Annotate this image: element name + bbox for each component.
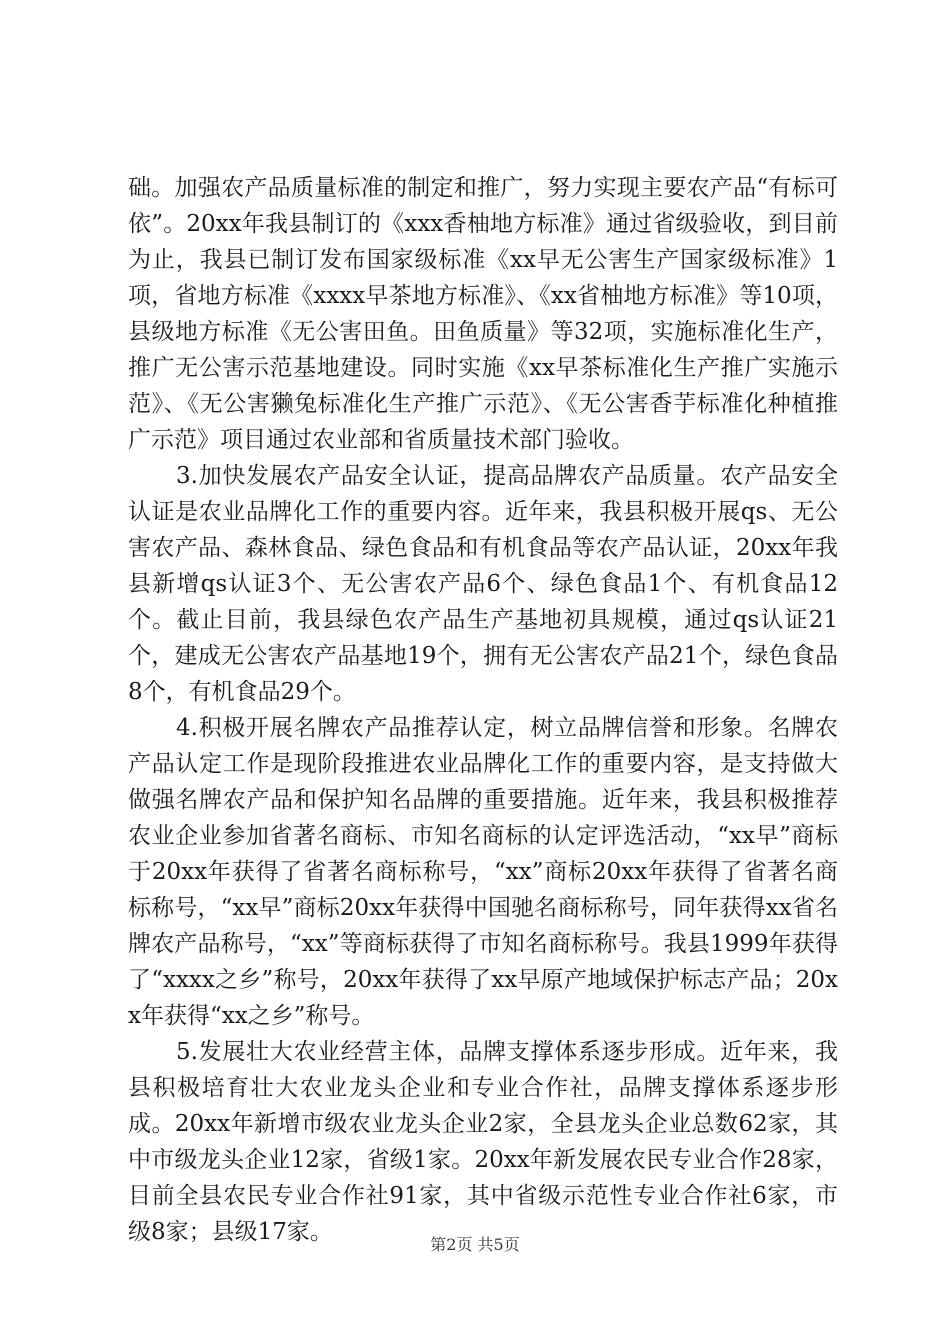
paragraph-brand-recognition: 4.积极开展名牌农产品推荐认定，树立品牌信誉和形象。名牌农产品认定工作是现阶段推进农业品牌化工作的重要内容，是支持做大做强名牌农产品和保护知名品牌的重要措施。近年来，我县积极推荐农业企业参加省著名商标、市知名商标的认定评选活动，“xx早”商标于20xx年获得了省著名商标称号，“xx”商标20xx年获得了省著名商标称号，“xx早”商标20xx年获得中国驰名商标称号，同年获得xx省名牌农产品称号，“xx”等商标获得了市知名商标称号。我县1999年获得了“xxxx之乡”称号，20xx年获得了xx早原产地域保护标志产品；20xx年获得“xx之乡”称号。: [128, 715, 838, 1029]
page-number-footer: 第2页 共5页: [430, 1235, 520, 1254]
paragraph-business-entities: 5.发展壮大农业经营主体，品牌支撑体系逐步形成。近年来，我县积极培育壮大农业龙头企业和专业合作社，品牌支撑体系逐步形成。20xx年新增市级农业龙头企业2家，全县龙头企业总数62家，其中市级龙头企业12家，省级1家。20xx年新发展农民专业合作28家，目前全县农民专业合作社91家，其中省级示范性专业合作社6家，市级8家；县级17家。: [128, 1039, 838, 1245]
document-body: [128, 170, 838, 1250]
paragraph-safety-certification: 3.加快发展农产品安全认证，提高品牌农产品质量。农产品安全认证是农业品牌化工作的重要内容。近年来，我县积极开展qs、无公害农产品、森林食品、绿色食品和有机食品等农产品认证，20xx年我县新增qs认证3个、无公害农产品6个、绿色食品1个、有机食品12个。截止目前，我县绿色农产品生产基地初具规模，通过qs认证21个，建成无公害农产品基地19个，拥有无公害农产品21个，绿色食品8个，有机食品29个。: [128, 463, 838, 705]
paragraph-standards: 础。加强农产品质量标准的制定和推广，努力实现主要农产品“有标可依”。20xx年我县制订的《xxx香柚地方标准》通过省级验收，到目前为止，我县已制订发布国家级标准《xx早无公害生产国家级标准》1项，省地方标准《xxxx早茶地方标准》、《xx省柚地方标准》等10项，县级地方标准《无公害田鱼。田鱼质量》等32项，实施标准化生产，推广无公害示范基地建设。同时实施《xx早茶标准化生产推广实施示范》、《无公害獭兔标准化生产推广示范》、《无公害香芋标准化种植推广示范》项目通过农业部和省质量技术部门验收。: [128, 175, 838, 453]
